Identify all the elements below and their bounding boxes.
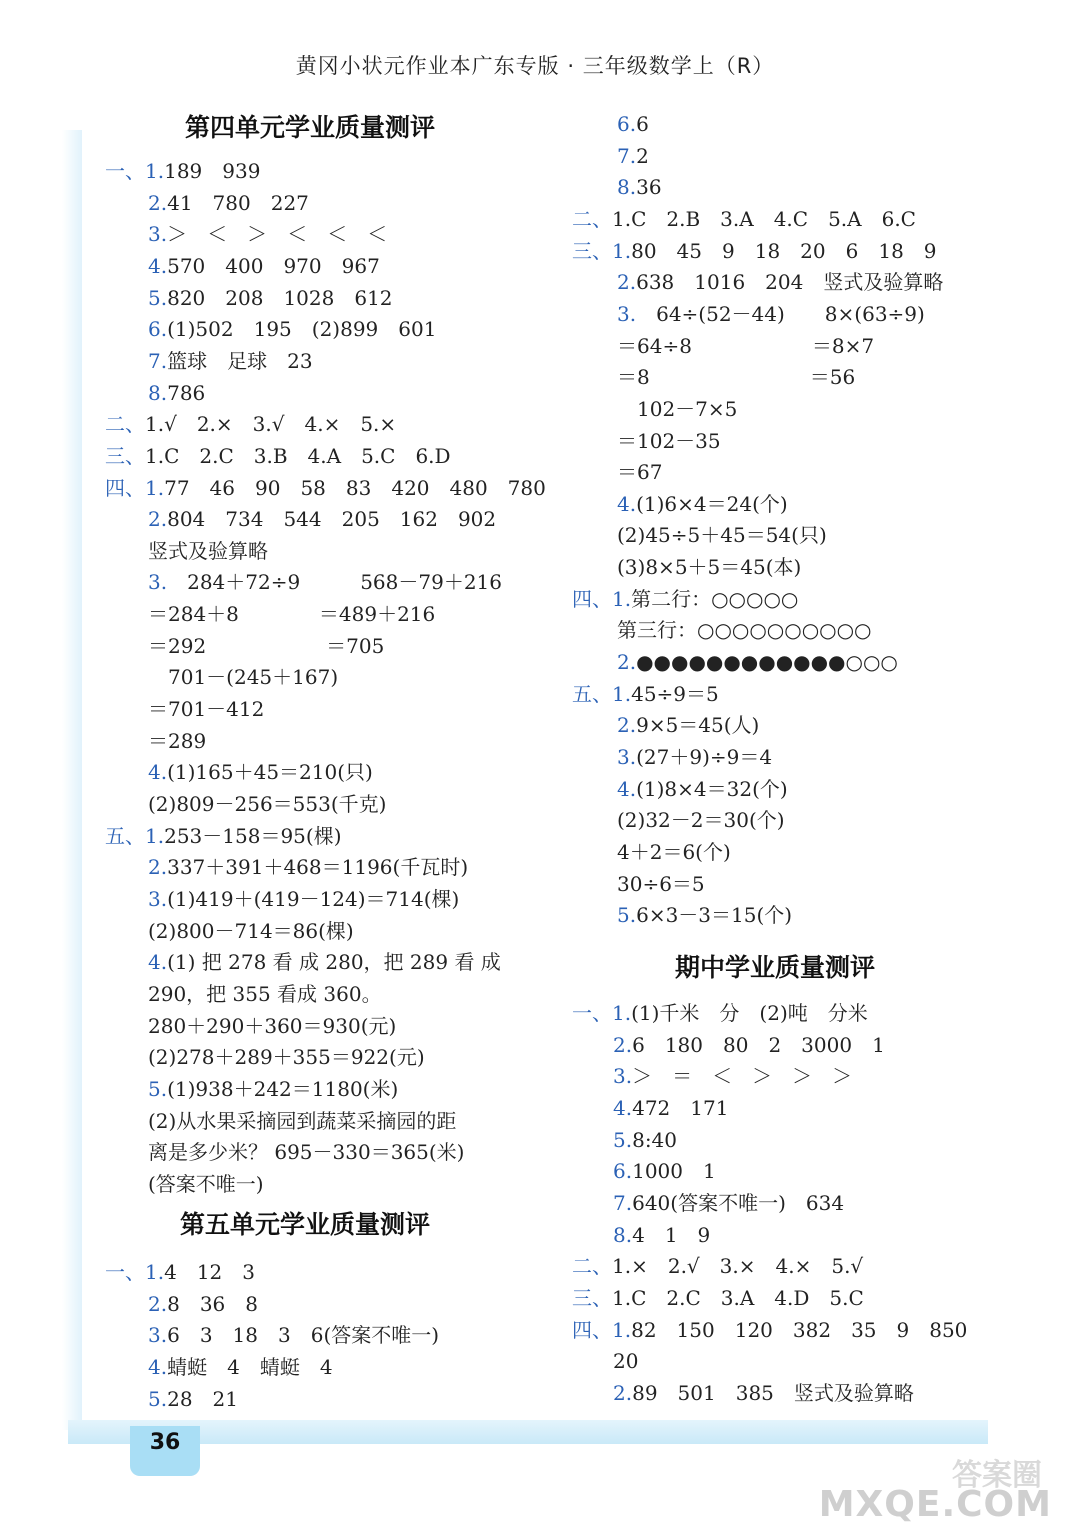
section-title-unit4: 第四单元学业质量测评	[185, 113, 436, 142]
answer-line	[617, 172, 662, 203]
answer-line	[613, 1061, 852, 1092]
answer-line	[613, 1125, 677, 1156]
answer-line	[617, 552, 801, 583]
question-number: 2.	[613, 1032, 633, 1057]
question-number: 2.	[617, 650, 637, 675]
answer-text: 472 171	[632, 1095, 729, 1120]
question-group-number: 四、	[572, 586, 612, 611]
answer-line	[148, 1352, 333, 1383]
question-number: 5.	[148, 285, 168, 310]
answer-line	[572, 1315, 967, 1346]
question-number: 1.	[612, 681, 632, 706]
question-number: 1.	[612, 586, 632, 611]
answer-line	[613, 1156, 716, 1187]
answer-text: 8:40	[632, 1127, 678, 1152]
answer-text: 4 12 3	[164, 1260, 255, 1284]
answer-line	[148, 599, 435, 630]
answer-text: ＝289	[148, 728, 207, 753]
answer-line	[617, 267, 943, 298]
answer-text: 1.√ 2.× 3.√ 4.× 5.×	[145, 412, 397, 437]
answer-text: ●●●●●●●●●●●●○○○	[636, 650, 898, 675]
page-number: 36	[130, 1426, 200, 1476]
question-group-number: 二、	[572, 206, 612, 231]
question-number: 4.	[617, 776, 637, 801]
answer-line	[613, 1030, 885, 1061]
question-group-number: 二、	[105, 412, 145, 437]
answer-text: 9×5＝45(人)	[636, 713, 760, 738]
answer-text: (2)800－714＝86(棵)	[148, 918, 354, 943]
answer-text: 1.C 2.B 3.A 4.C 5.A 6.C	[612, 206, 916, 231]
answer-line	[572, 204, 916, 235]
answer-text: 6 180 80 2 3000 1	[632, 1032, 885, 1057]
answer-line	[105, 1257, 255, 1288]
answer-text: 640(答案不唯一) 634	[632, 1190, 845, 1215]
answer-line	[572, 584, 798, 615]
answer-line	[148, 662, 338, 693]
answer-text: 4 1 9	[632, 1222, 711, 1247]
answer-line	[617, 141, 649, 172]
question-number: 4.	[613, 1095, 633, 1120]
answer-text: 2	[636, 143, 649, 168]
answer-text: 786	[167, 380, 206, 405]
answer-line	[148, 789, 386, 820]
answer-text: ＝284＋8 ＝489＋216	[148, 602, 436, 627]
answer-text: ＝64÷8 ＝8×7	[617, 333, 875, 358]
question-number: 3.	[148, 886, 168, 911]
answer-line	[148, 378, 205, 409]
answer-line	[148, 1320, 439, 1351]
answer-line	[148, 884, 459, 915]
answer-text: 45÷9＝5	[631, 681, 719, 706]
answer-text: ＞ ＝ ＜ ＞ ＞ ＞	[632, 1064, 853, 1089]
answer-line	[105, 473, 546, 504]
answer-line	[617, 805, 785, 836]
answer-text: ＝701－412	[148, 697, 265, 722]
question-number: 6.	[148, 317, 168, 342]
answer-text: (2)从水果采摘园到蔬菜采摘园的距	[148, 1108, 457, 1133]
question-group-number: 一、	[572, 1001, 612, 1025]
question-group-number: 一、	[105, 159, 145, 183]
answer-line	[617, 457, 662, 488]
answer-line	[148, 219, 387, 250]
answer-text: (1)6×4＝24(个)	[636, 491, 788, 516]
answer-line	[572, 1283, 864, 1314]
answer-text: (1) 把 278 看 成 280，把 289 看 成	[167, 950, 501, 975]
answer-text: 蜻蜓 4 蜻蜓 4	[167, 1354, 333, 1379]
question-number: 1.	[145, 1260, 165, 1284]
answer-line	[617, 900, 792, 931]
answer-line	[148, 1074, 398, 1105]
answer-text: 102－7×5	[617, 396, 738, 421]
question-number: 7.	[613, 1190, 633, 1215]
question-number: 3.	[148, 570, 168, 595]
answer-text: ＝292 ＝705	[148, 633, 385, 658]
answer-text: 1.C 2.C 3.B 4.A 5.C 6.D	[145, 443, 451, 468]
answer-line	[148, 916, 354, 947]
answer-text: (2)809－256＝553(千克)	[148, 792, 387, 816]
answer-text: 284＋72÷9 568－79＋216	[167, 570, 502, 595]
question-number: 4.	[148, 1354, 168, 1379]
answer-line	[572, 236, 937, 267]
section-title-unit5: 第五单元学业质量测评	[180, 1210, 431, 1239]
question-number: 8.	[148, 380, 168, 405]
answer-line	[617, 299, 925, 330]
answer-line	[617, 520, 827, 551]
answer-line	[148, 979, 382, 1010]
question-number: 3.	[148, 1323, 168, 1348]
answer-line	[617, 742, 772, 773]
answer-line	[148, 251, 380, 282]
question-group-number: 一、	[105, 1260, 145, 1284]
answer-text: 701－(245＋167)	[148, 665, 339, 690]
answer-line	[617, 774, 788, 805]
answer-text: 1.× 2.√ 3.× 4.× 5.√	[612, 1254, 864, 1279]
answer-line	[617, 331, 874, 362]
answer-line	[613, 1346, 638, 1377]
answer-text: (2)278＋289＋355＝922(元)	[148, 1045, 425, 1070]
answer-line	[613, 1220, 710, 1251]
answer-text: 4＋2＝6(个)	[617, 839, 731, 864]
answer-line	[105, 409, 396, 440]
answer-text: 41 780 227	[167, 190, 309, 215]
answer-line	[148, 1106, 456, 1137]
question-number: 3.	[617, 301, 637, 326]
answer-line	[148, 1289, 258, 1320]
answer-line	[105, 441, 451, 472]
question-number: 1.	[145, 475, 165, 500]
question-number: 4.	[148, 253, 168, 278]
question-number: 1.	[612, 1001, 632, 1025]
answer-line	[572, 998, 868, 1029]
answer-text: (1)938＋242＝1180(米)	[167, 1076, 399, 1101]
answer-text: 第二行：○○○○○	[631, 586, 799, 611]
answer-line	[617, 109, 649, 140]
question-number: 3.	[148, 222, 168, 247]
answer-text: (1)千米 分 (2)吨 分米	[631, 1001, 868, 1025]
question-number: 7.	[148, 348, 168, 373]
answer-text: 89 501 385 竖式及验算略	[632, 1380, 914, 1405]
question-group-number: 三、	[572, 238, 612, 263]
page-header: 黄冈小状元作业本广东专版 · 三年级数学上（R）	[295, 54, 775, 78]
question-group-number: 五、	[572, 681, 612, 706]
answer-text: 80 45 9 18 20 6 18 9	[631, 238, 937, 263]
answer-text: (3)8×5＋5＝45(本)	[617, 555, 802, 580]
question-number: 8.	[613, 1222, 633, 1247]
left-decorative-rail	[62, 130, 82, 1430]
question-number: 2.	[148, 507, 168, 532]
answer-line	[148, 1169, 264, 1200]
answer-line	[613, 1378, 914, 1409]
answer-text: 253－158＝95(棵)	[164, 823, 342, 848]
question-number: 1.	[145, 823, 165, 848]
question-group-number: 五、	[105, 823, 145, 848]
answer-text: (2)32－2＝30(个)	[617, 808, 785, 833]
answer-text: ＝102－35	[617, 428, 721, 453]
answer-text: 20	[613, 1349, 639, 1374]
answer-text: 30÷6＝5	[617, 871, 705, 896]
answer-line	[148, 631, 384, 662]
question-number: 2.	[617, 270, 637, 295]
question-number: 1.	[612, 1317, 632, 1342]
answer-line	[148, 947, 501, 978]
answer-text: 6	[636, 112, 649, 136]
answer-line	[617, 489, 788, 520]
answer-text: 1.C 2.C 3.A 4.D 5.C	[612, 1285, 864, 1310]
question-number: 6.	[617, 112, 637, 136]
answer-line	[148, 726, 206, 757]
answer-line	[617, 837, 731, 868]
question-number: 2.	[613, 1380, 633, 1405]
question-group-number: 四、	[105, 475, 145, 500]
answer-text: 8 36 8	[167, 1291, 258, 1316]
answer-text: 77 46 90 58 83 420 480 780	[164, 475, 546, 500]
question-number: 2.	[148, 1291, 168, 1316]
answer-text: (1)419＋(419－124)＝714(棵)	[167, 886, 460, 911]
answer-line	[617, 615, 872, 646]
answer-text: 189 939	[164, 159, 261, 183]
answer-line	[105, 156, 260, 187]
question-number: 6.	[613, 1159, 633, 1184]
watermark-text: MXQE.COM	[818, 1484, 1052, 1525]
answer-line	[148, 504, 496, 535]
answer-line	[617, 710, 759, 741]
answer-line	[148, 188, 309, 219]
answer-line	[148, 536, 268, 567]
answer-text: ＝8 ＝56	[617, 365, 856, 390]
bottom-decorative-band	[68, 1420, 988, 1444]
question-number: 4.	[617, 491, 637, 516]
section-title-midterm: 期中学业质量测评	[675, 953, 876, 982]
question-number: 4.	[148, 950, 168, 975]
answer-text: ＞ ＜ ＞ ＜ ＜ ＜	[167, 222, 388, 247]
answer-line	[148, 1011, 396, 1042]
question-number: 2.	[148, 855, 168, 880]
answer-text: (2)45÷5＋45＝54(只)	[617, 523, 827, 548]
answer-line	[148, 852, 468, 883]
answer-text: (1)502 195 (2)899 601	[167, 317, 437, 342]
answer-line	[148, 283, 393, 314]
answer-text: 6×3－3＝15(个)	[636, 903, 793, 928]
question-number: 1.	[145, 159, 165, 183]
question-number: 1.	[612, 238, 632, 263]
answer-line	[148, 757, 373, 788]
question-number: 2.	[617, 713, 637, 738]
answer-text: 570 400 970 967	[167, 253, 380, 278]
answer-line	[572, 679, 719, 710]
question-number: 8.	[617, 175, 637, 200]
answer-line	[148, 314, 436, 345]
answer-text: 6 3 18 3 6(答案不唯一)	[167, 1323, 440, 1348]
answer-text: 第三行：○○○○○○○○○○	[617, 618, 872, 643]
answer-line	[617, 426, 721, 457]
answer-text: 82 150 120 382 35 9 850	[631, 1317, 968, 1342]
answer-text: (1)8×4＝32(个)	[636, 776, 788, 801]
answer-text: (答案不唯一)	[148, 1171, 264, 1196]
question-number: 5.	[148, 1076, 168, 1101]
answer-text: 64÷(52－44) 8×(63÷9)	[636, 301, 925, 326]
answer-line	[617, 394, 737, 425]
answer-text: ＝67	[617, 460, 663, 485]
question-number: 3.	[613, 1064, 633, 1089]
question-number: 5.	[148, 1386, 168, 1411]
answer-line	[148, 1384, 238, 1415]
answer-line	[148, 1042, 425, 1073]
watermark-logo: 答案圈	[952, 1458, 1042, 1493]
answer-line	[613, 1188, 844, 1219]
answer-text: 篮球 足球 23	[167, 348, 313, 373]
answer-text: 竖式及验算略	[148, 538, 268, 563]
answer-text: 1000 1	[632, 1159, 716, 1184]
question-number: 2.	[148, 190, 168, 215]
answer-text: 804 734 544 205 162 902	[167, 507, 497, 532]
answer-text: 36	[636, 175, 662, 200]
question-number: 5.	[617, 903, 637, 928]
question-number: 7.	[617, 143, 637, 168]
question-group-number: 三、	[105, 443, 145, 468]
answer-line	[148, 346, 313, 377]
question-group-number: 三、	[572, 1285, 612, 1310]
question-group-number: 二、	[572, 1254, 612, 1279]
answer-text: (1)165＋45＝210(只)	[167, 760, 373, 785]
question-group-number: 四、	[572, 1317, 612, 1342]
question-number: 4.	[148, 760, 168, 785]
question-number: 5.	[613, 1127, 633, 1152]
question-number: 3.	[617, 745, 637, 769]
answer-line	[617, 869, 705, 900]
answer-text: 290，把 355 看成 360。	[148, 981, 382, 1006]
answer-text: 离是多少米？ 695－330＝365(米)	[148, 1140, 465, 1165]
answer-line	[617, 647, 898, 678]
answer-text: 337＋391＋468＝1196(千瓦时)	[167, 855, 469, 880]
answer-line	[572, 1251, 863, 1282]
answer-text: (27＋9)÷9＝4	[636, 745, 773, 769]
answer-text: 638 1016 204 竖式及验算略	[636, 270, 944, 295]
answer-line	[617, 362, 855, 393]
answer-text: 280＋290＋360＝930(元)	[148, 1013, 397, 1038]
answer-text: 820 208 1028 612	[167, 285, 393, 310]
answer-line	[105, 821, 342, 852]
answer-line	[148, 694, 264, 725]
answer-line	[613, 1093, 728, 1124]
answer-line	[148, 567, 502, 598]
answer-line	[148, 1137, 464, 1168]
answer-text: 28 21	[167, 1386, 238, 1411]
